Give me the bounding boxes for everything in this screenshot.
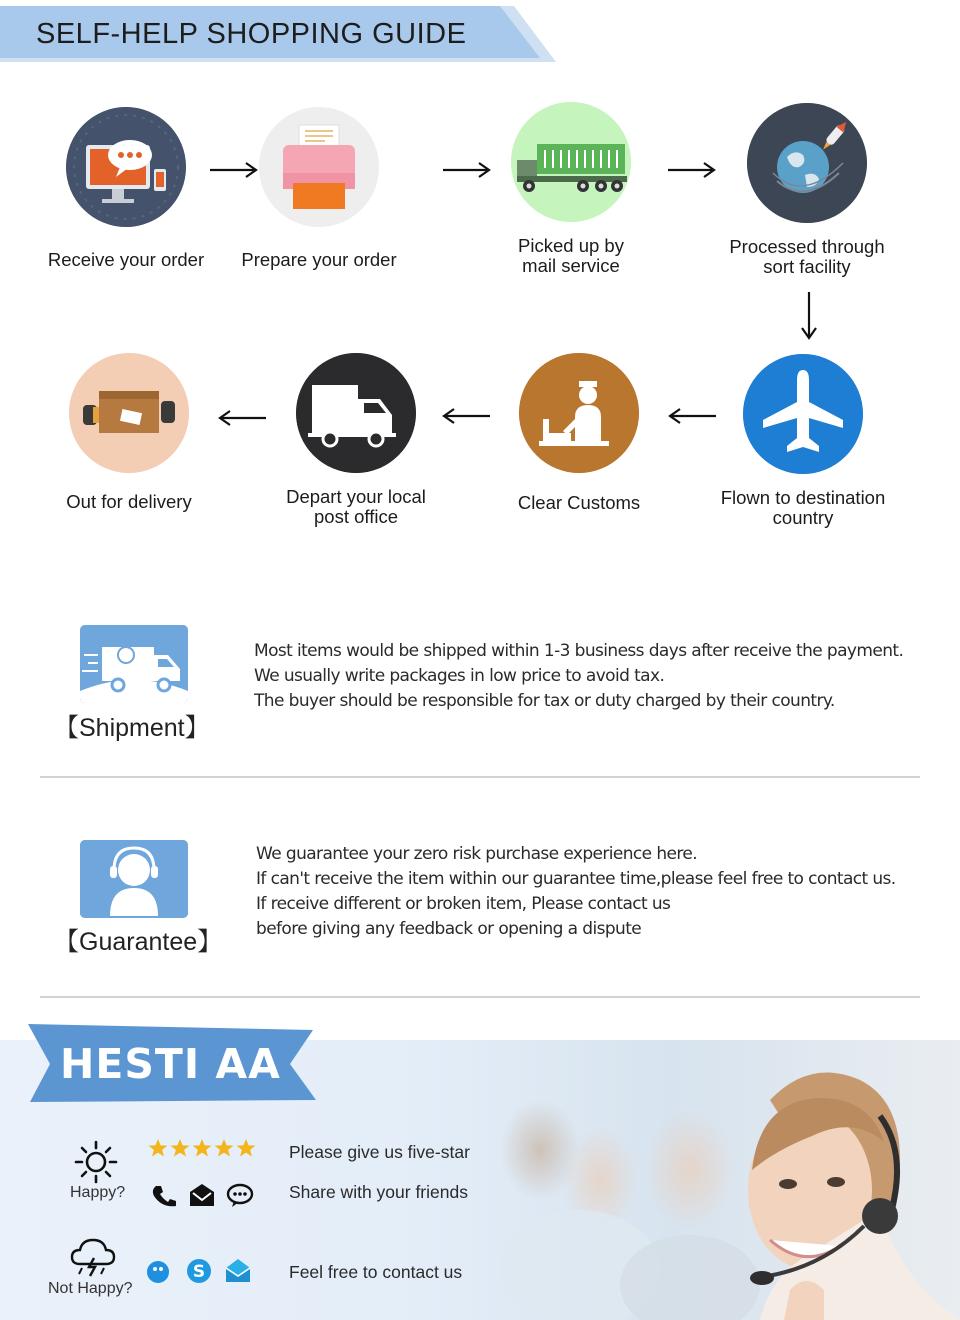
- phone-icon: [150, 1182, 176, 1208]
- shipment-line: We usually write packages in low price to avoid tax.: [254, 666, 665, 686]
- step-label-line: post office: [314, 506, 398, 527]
- contact-text: Feel free to contact us: [289, 1262, 463, 1282]
- step-label-line: Depart your local: [286, 486, 426, 507]
- step-flown: [698, 354, 908, 528]
- step-depart-post-office: [251, 353, 461, 527]
- step-picked-up: [466, 102, 676, 276]
- step-label-line: Flown to destination: [720, 487, 886, 508]
- customs-officer-icon: [519, 353, 639, 473]
- shipment-caption: 【Shipment】: [54, 714, 210, 742]
- svg-text:S: S: [192, 1262, 206, 1282]
- email-envelope-icon[interactable]: [224, 1258, 252, 1284]
- section-divider: [40, 996, 920, 998]
- page-title: SELF-HELP SHOPPING GUIDE: [36, 18, 467, 50]
- step-label-line: sort facility: [763, 256, 851, 277]
- five-star-rating: [148, 1138, 258, 1160]
- step-clear-customs: [474, 353, 684, 513]
- step-label: [251, 487, 461, 527]
- step-label: [466, 236, 676, 276]
- share-text: Share with your friends: [289, 1182, 468, 1202]
- shipment-van-icon: [80, 625, 188, 703]
- computer-chat-icon: [66, 107, 186, 227]
- star-icon: [237, 1139, 256, 1157]
- step-label-line: Picked up by: [518, 235, 624, 256]
- guarantee-line: before giving any feedback or opening a dispute: [256, 919, 642, 939]
- star-icon: [193, 1139, 212, 1157]
- step-label: [698, 488, 908, 528]
- printer-icon: [259, 107, 379, 227]
- arrow-down-icon: [799, 290, 819, 342]
- globe-rocket-icon: [747, 103, 867, 223]
- customer-service-headset-icon: [80, 840, 188, 918]
- step-out-for-delivery: [24, 353, 234, 512]
- step-label: Prepare your order: [241, 249, 397, 270]
- five-star-text: Please give us five-star: [289, 1142, 470, 1162]
- step-receive-order: [21, 107, 231, 270]
- happy-label: Happy?: [70, 1184, 126, 1201]
- skype-icon[interactable]: [186, 1258, 212, 1284]
- star-icon: [215, 1139, 234, 1157]
- shipment-line: Most items would be shipped within 1-3 business days after receive the payment.: [254, 641, 904, 661]
- header-banner: [0, 6, 560, 62]
- step-label: [702, 237, 912, 277]
- guarantee-line: We guarantee your zero risk purchase experience here.: [256, 844, 698, 864]
- star-icon: [171, 1139, 190, 1157]
- shipment-line: The buyer should be responsible for tax or duty charged by their country.: [254, 691, 835, 711]
- container-truck-icon: [511, 102, 631, 222]
- step-label-line: mail service: [522, 255, 620, 276]
- step-prepare-order: [214, 107, 424, 270]
- bird-messenger-icon[interactable]: [146, 1260, 170, 1284]
- mail-icon: [188, 1182, 216, 1208]
- step-label: Receive your order: [47, 249, 205, 270]
- step-label-line: Processed through: [729, 236, 885, 257]
- step-label-line: country: [772, 507, 834, 528]
- not-happy-label: Not Happy?: [48, 1280, 133, 1297]
- guarantee-line: If receive different or broken item, Please contact us: [256, 894, 671, 914]
- star-icon: [149, 1139, 168, 1157]
- step-label: Clear Customs: [517, 492, 641, 513]
- step-label: Out for delivery: [66, 491, 192, 512]
- storm-cloud-icon: [70, 1236, 116, 1280]
- shipment-text: [254, 639, 903, 714]
- parcel-box-icon: [69, 353, 189, 473]
- chat-bubble-icon: [226, 1182, 254, 1208]
- airplane-icon: [743, 354, 863, 474]
- guarantee-caption: 【Guarantee】: [54, 928, 223, 956]
- section-divider: [40, 776, 920, 778]
- guarantee-text: [256, 842, 896, 942]
- brand-name: HESTI AA: [60, 1040, 281, 1088]
- delivery-truck-icon: [296, 353, 416, 473]
- step-processed: [702, 103, 912, 277]
- sun-icon: [74, 1140, 118, 1184]
- guarantee-line: If can't receive the item within our guarantee time,please feel free to contact us.: [256, 869, 896, 889]
